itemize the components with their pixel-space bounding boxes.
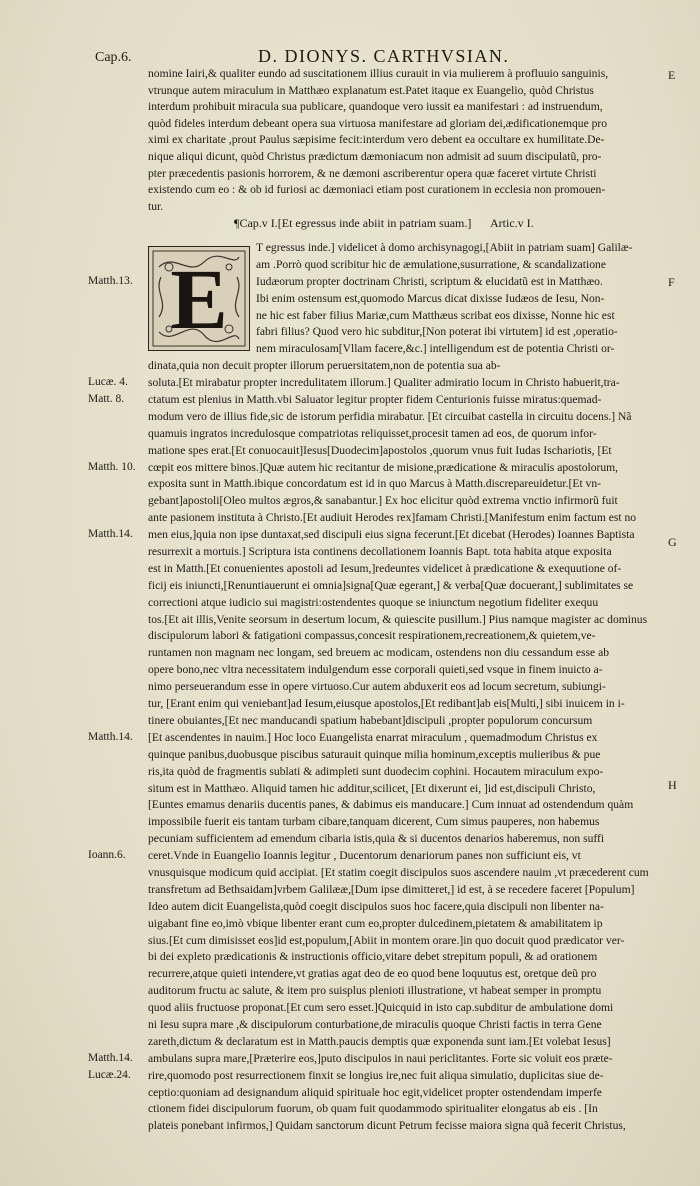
text-line: impossibile fuerit eis tantam turbam cibare,tanquam dicerent, Cum simus pauperes, non habemus: [148, 815, 600, 829]
text-line: pecuniam sufficientem ad emendum cibaria istis,quia & si ducentos denarios haberemus, non suffi: [148, 832, 605, 846]
intro-paragraph: [148, 66, 668, 215]
initial-letter: E: [170, 250, 228, 347]
text-line: vnusquisque modicum quid accipiat. [Et statim coegit discipulos suos ascendere nauim ,vt præcederent cum: [148, 865, 649, 879]
text-line: ante pasionem instituta à Christo.[Et audiuit Herodes rex]famam Christi.[Manifestum enim factum est no: [148, 511, 637, 525]
margin-reference: Matt. 8.: [88, 393, 125, 406]
text-line: interdum prohibuit miracula sua publicare, quandoque vero iussit ea manifestari : ad instruendum,: [148, 100, 603, 114]
text-line: ctionem fidei discipulorum fuorum, ob quam fuit quodammodo spiritualiter elongatus ab eis . [In: [148, 1102, 598, 1116]
chapter-heading: [234, 216, 574, 234]
text-line: ceret.Vnde in Euangelio Ioannis legitur , Ducentorum denariorum panes non sufficiunt eis, vt: [148, 849, 581, 863]
chapter-title: ¶Cap.v I.[Et egressus inde abiit in patriam suam.]: [234, 216, 472, 230]
text-line: nem miraculosam[Vllam facere,&c.] intelligendum est de potentia Christi or-: [256, 342, 615, 356]
text-line: nomine Iairi,& qualiter eundo ad suscitationem illius curauit in via mulierem à profluuio sanguinis,: [148, 67, 609, 80]
text-line: cœpit eos mittere binos.]Quæ autem hic recitantur de misione,prædicatione & miraculis apostolorum,: [148, 460, 619, 474]
text-line: tinere obuiantes,[Et nec manducandi spatium habebant]discipuli ,propter populorum concursum: [148, 713, 593, 727]
text-line: discipulorum labori & fatigationi compassus,concesit respirationem,recreationem,& quietem,ve-: [148, 629, 596, 643]
text-line: Ibi enim ostensum est,quomodo Marcus dicat dixisse Iudæos de Iesu, Non-: [256, 291, 605, 305]
text-line: [Et ascendentes in nauim.] Hoc loco Euangelista enarrat miraculum , quemadmodum Christus ex: [148, 730, 598, 744]
margin-reference: Matth.14.: [88, 731, 133, 744]
text-line: ne hic est faber filius Mariæ,cum Matthæus scribat eos dixisse, Nonne hic est: [256, 308, 615, 322]
text-line: nique aliqui dicunt, quòd Christus prædictum dæmoniacum non admisit ad suum discipulatũ, pro-: [148, 149, 602, 163]
text-line: T egressus inde.] videlicet à domo archisynagogi,[Abiit in patriam suam] Galilæ-: [256, 241, 633, 254]
text-line: am .Porrò quod scribitur hic de æmulatione,susurratione, & scandalizatione: [256, 257, 606, 271]
text-line: situm est in Matthæo. Aliquid tamen hic additur,scilicet, [Et dixerunt ei, ]id est,discipuli Christo,: [148, 781, 596, 795]
text-line: modum vero de illius fide,sic de istorum perfidia mirabatur. [Et circuibat castella in circuitu docens.] Nã: [148, 409, 632, 423]
text-line: zareth,dictum & declaratum est in Matth.paucis demptis quæ exponenda sunt iam.[Et volebat Iesus]: [148, 1034, 611, 1048]
text-line: vtrunque autem miraculum in Matthæo explanatum est.Patet itaque ex Euangelio, quòd Christus: [148, 83, 594, 97]
text-line: quinque panibus,duobusque piscibus saturauit quinque milia hominum,exceptis mulieribus & pue: [148, 747, 601, 761]
text-line: resurrexit a mortuis.] Scriptura ista continens decollationem Ioannis Bapt. tota habita atque exposita: [148, 545, 612, 559]
text-line: ctatum est plenius in Matth.vbi Saluator legitur propter fidem Centurionis fuisse miratus:quemad-: [148, 393, 602, 407]
text-line: ficij eis iniuncti,[Renuntiauerunt ei omnia]signa[Quæ egerant,] & verba[Quæ docuerant,] sublimitates se: [148, 578, 634, 592]
chapter-marker: Cap.6.: [95, 50, 132, 65]
text-line: ambulans supra mare,[Præterire eos,]puto discipulos in naui periclitantes. Forte sic voluit eos præte-: [148, 1051, 613, 1065]
text-line: uigabant fine eo,imò vbique libenter erant cum eo,propter dulcedinem,pietatem & amabilitatem ip: [148, 916, 603, 930]
text-line: opere bono,nec vltra necessitatem indulgendum esse corporali quieti,sed vsque in finem inuicto a-: [148, 663, 603, 677]
text-line: gebant]apostoli[Oleo multos ægros,& sanabantur.] Ex hoc elicitur quòd extrema vnctio infirmorũ fuit: [148, 494, 618, 508]
text-line: fabri filius? Quod vero hic subditur,[Non poterat ibi virtutem] id est ,operatio-: [256, 325, 618, 339]
text-line: ximi ex charitate ,prout Paulus sæpisime fecit:interdum vero debent ea occultare ex humilitate.De-: [148, 133, 605, 147]
section-letter: F: [668, 275, 675, 289]
text-line: bi dei expleto prædicationis & instructionis officio,vitare debet strepitum populi, & ad orationem: [148, 950, 598, 964]
margin-reference: Lucæ. 4.: [88, 376, 128, 389]
text-line: rire,quomodo post resurrectionem finxit se longius ire,nec fuit aliqua simulatio, duplicitas siue de-: [148, 1068, 604, 1082]
text-line: exposita sunt in Matth.ibique concordatum est id in quo Marcus à Matth.discrepareuidetur.[Et vn-: [148, 477, 602, 491]
text-line: runtamen non magnam nec longam, sed breuem ac modicam, ostendens non diu cessandum esse ab: [148, 646, 610, 660]
text-line: quod aliis fructuose proponat.[Et cum sero esset.]Quicquid in isto cap.subditur de ambulatione domi: [148, 1001, 614, 1015]
text-line: recurrere,atque quieti intendere,vt gratias agat deo de eo quod bene loquutus est, oretque deũ pro: [148, 967, 597, 981]
text-line: est in Matth.[Et conuenientes apostoli ad Iesum,]redeuntes videlicet à prædicatione & exequutione of-: [148, 561, 622, 575]
margin-reference: Matth.13.: [88, 274, 133, 287]
text-line: correctioni atque iudicio sui magistri:ostendentes quoque se iniunctum negotium fideliter exequu: [148, 595, 599, 609]
section-letter: H: [668, 778, 677, 792]
text-line: Iudæorum propter doctrinam Christi, scriptum & elucidatũ est in Matthæo.: [256, 274, 603, 288]
text-line: matione spes erat.[Et conuocauit]Iesus[Duodecim]apostolos ,quorum vnus fuit Iudas Ischariotis, [Et: [148, 443, 612, 457]
text-line: ni Iesu supra mare ,& discipulorum conturbatione,de miraculis quoque Christi factis in terra Gene: [148, 1017, 602, 1031]
text-line: quòd fideles interdum debeant opera sua virtuosa manifestare ad gloriam dei,ædificationemque pro: [148, 116, 608, 130]
section-letter: G: [668, 535, 677, 549]
text-line: tos.[Et ait illis,Venite seorsum in desertum locum, & quiescite pusillum.] Pius namque magister ac dominus: [148, 612, 648, 626]
margin-reference: Matth.14.: [88, 1052, 133, 1065]
margin-reference: Matth.14.: [88, 528, 133, 541]
margin-reference: Matth. 10.: [88, 460, 136, 473]
text-line: nimo perseuerandum esse in opere virtuoso.Cur autem abduxerit eos ad locum secretum, subiungi-: [148, 680, 606, 694]
page-title: D. DIONYS. CARTHVSIAN.: [258, 46, 510, 66]
text-line: quamuis ingratos incredulosque compatriotas reliquisset,procesit tamen ad eos, de quorum infor-: [148, 426, 597, 440]
article-number: Artic.v I.: [490, 216, 534, 230]
text-line: soluta.[Et mirabatur propter incredulitatem illorum.] Qualiter admiratio locum in Christo habuerit,tra-: [148, 376, 620, 390]
text-line: Ideo autem dicit Euangelista,quòd coegit discipulos suos hoc facere,quia discipuli non libenter na-: [148, 899, 604, 913]
text-line: tur, [Erant enim qui veniebant]ad Iesum,eiusque apostolos,[Et redibant]ab eis[Multi,] sibi inuicem in i-: [148, 697, 625, 711]
text-line: tur.: [148, 199, 164, 213]
text-line: dinata,quia non decuit propter illorum peruersitatem,non de potentia sua ab-: [148, 359, 501, 373]
text-line: ceptio:quoniam ad designandum aliquid spirituale hoc egit,videlicet propter ostendendam imperfe: [148, 1085, 602, 1099]
margin-reference: Lucæ.24.: [88, 1069, 131, 1082]
text-line: auditorum fructu ac salute, & item pro suisplus plenioti illustratione, vt habeat semper in promptu: [148, 984, 602, 998]
text-line: [Euntes emamus denariis ducentis panes, & dabimus eis manducare.] Cum innuat ad ostendendum quàm: [148, 798, 634, 812]
text-line: men eius,]quia non ipse duntaxat,sed discipuli eius signa fecerunt.[Et dicebat (Herodes) Ioannes Baptista: [148, 528, 635, 542]
text-line: transfretum ad Bethsaidam]vrbem Galilææ,[Dum ipse dimitteret,] id est, à se recedere faceret [Populum]: [148, 882, 635, 896]
section-letter: E: [668, 68, 676, 82]
margin-reference: Ioann.6.: [88, 849, 126, 862]
text-line: ris,ita quòd de fragmentis sublati & adimpleti sunt duodecim cophini. Hocautem miraculum expo-: [148, 764, 604, 778]
body-text: [148, 240, 668, 1135]
text-line: sius.[Et cum dimisisset eos]id est,populum,[Abiit in montem orare.]in quo docuit quod prædicator ver-: [148, 933, 625, 947]
text-line: pter præcedentis pasionis horrorem, & ne dæmoni ascriberentur opera quæ faceret virtute Christi: [148, 166, 597, 180]
text-line: plateis ponebant infirmos,] Quidam sanctorum dicunt Petrum fecisse maiora signa quã fecerit Christus,: [148, 1119, 626, 1133]
text-line: existendo cum eo : & ob id furiosi ac dæmoniaci etiam post curationem in ecclesia non promouen-: [148, 183, 606, 197]
